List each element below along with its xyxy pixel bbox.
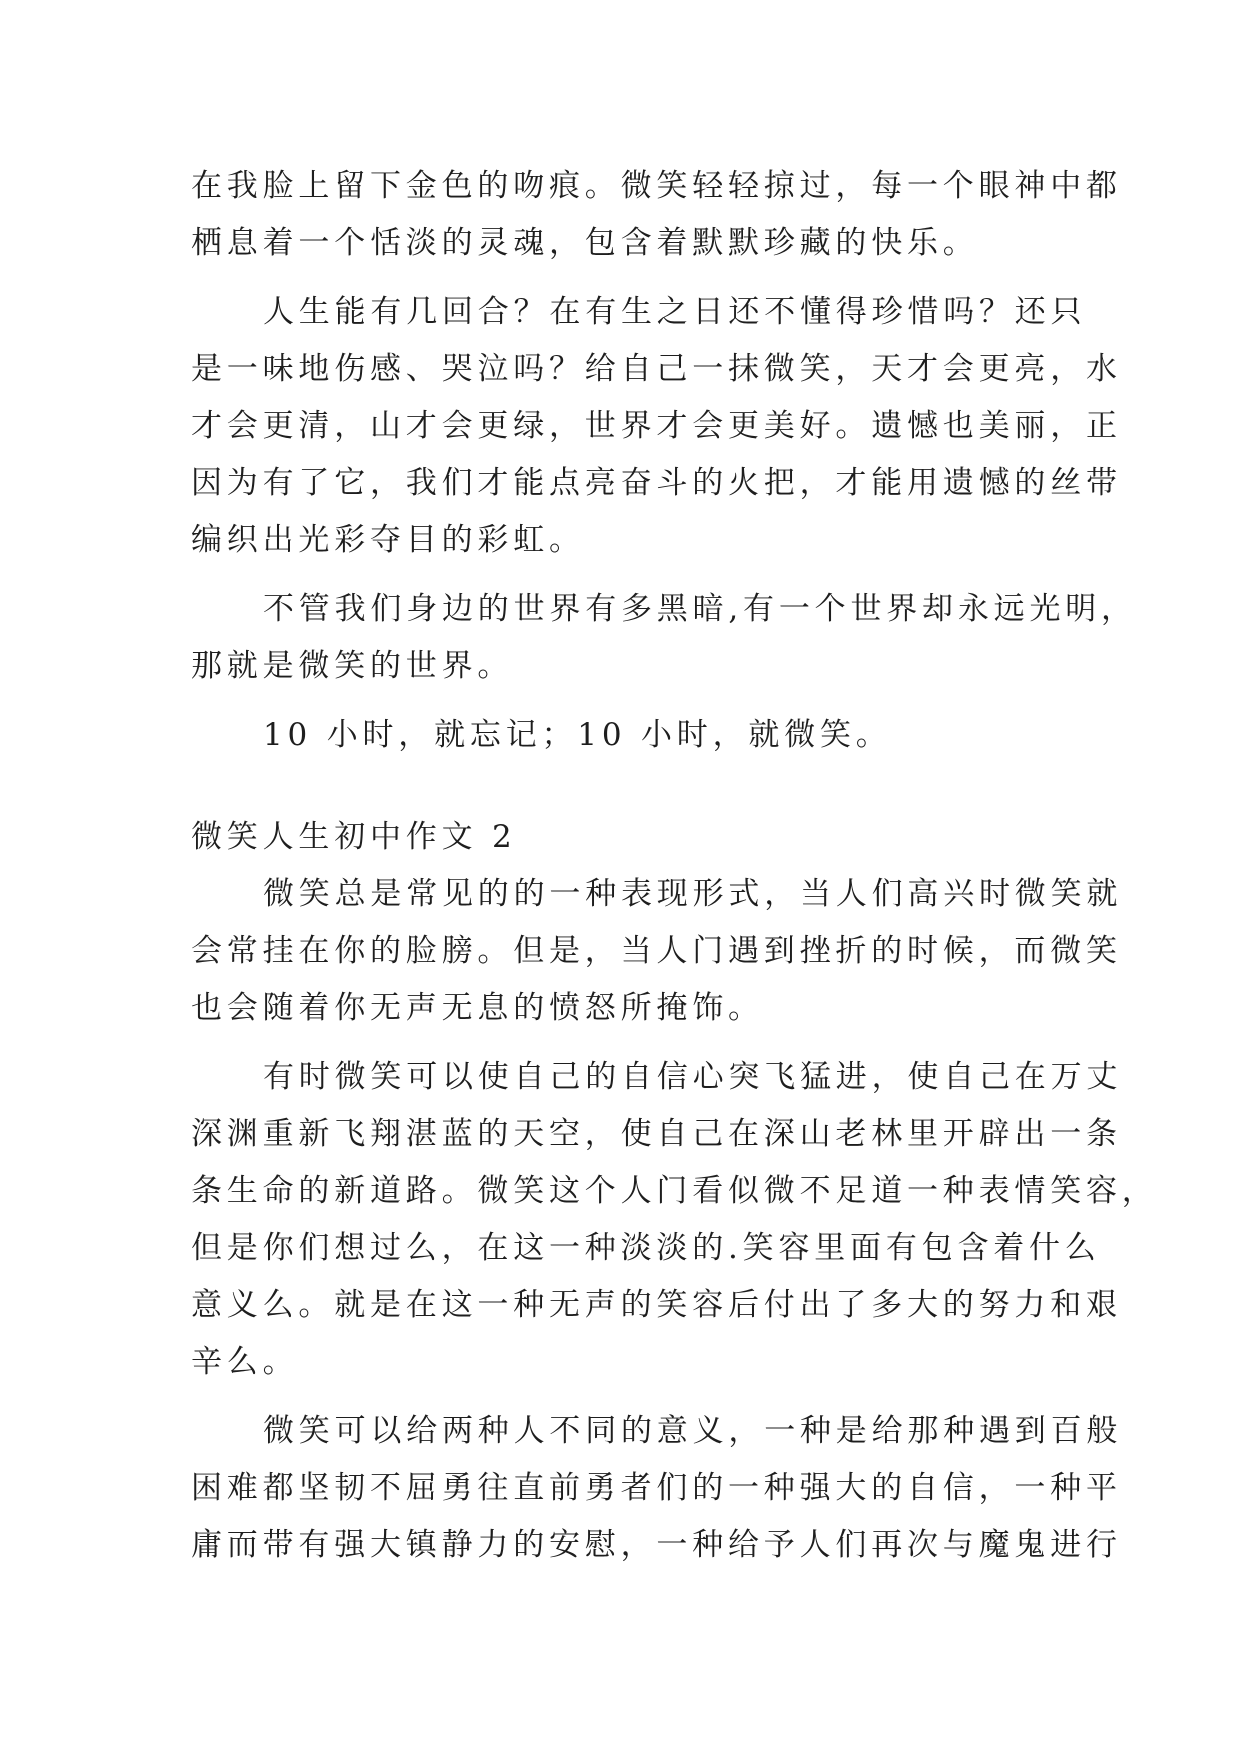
text-line: 是一味地伤感、哭泣吗？给自己一抹微笑，天才会更亮，水: [191, 351, 1122, 387]
paragraph: [191, 284, 1122, 569]
text-line: 会常挂在你的脸膀。但是，当人门遇到挫折的时候，而微笑: [191, 933, 1122, 969]
text-line: 深渊重新飞翔湛蓝的天空，使自己在深山老林里开辟出一条: [191, 1116, 1122, 1152]
paragraph: [191, 581, 1137, 695]
text-line: 在我脸上留下金色的吻痕。微笑轻轻掠过，每一个眼神中都: [191, 168, 1122, 204]
text-line: 但是你们想过么，在这一种淡淡的.笑容里面有包含着什么: [191, 1230, 1101, 1266]
paragraph: [191, 158, 1122, 272]
text-line: 10 小时，就忘记；10 小时，就微笑。: [263, 717, 892, 753]
text-line: 微笑可以给两种人不同的意义，一种是给那种遇到百般: [263, 1413, 1123, 1449]
text-line: 才会更清，山才会更绿，世界才会更美好。遗憾也美丽，正: [191, 408, 1122, 444]
paragraph: [191, 1403, 1123, 1574]
heading-text: 微笑人生初中作文 2: [191, 819, 517, 855]
paragraph: [191, 1049, 1158, 1391]
text-line: 编织出光彩夺目的彩虹。: [191, 522, 585, 558]
text-line: 那就是微笑的世界。: [191, 648, 514, 684]
essay-body: [191, 158, 1158, 1574]
text-line: 辛么。: [191, 1344, 299, 1380]
text-line: 有时微笑可以使自己的自信心突飞猛进，使自己在万丈: [263, 1059, 1123, 1095]
text-line: 也会随着你无声无息的愤怒所掩饰。: [191, 990, 764, 1026]
text-line: 条生命的新道路。微笑这个人门看似微不足道一种表情笑容，: [191, 1173, 1158, 1209]
text-line: 意义么。就是在这一种无声的笑容后付出了多大的努力和艰: [191, 1287, 1122, 1323]
text-line: 不管我们身边的世界有多黑暗,有一个世界却永远光明，: [263, 591, 1137, 627]
text-line: 困难都坚韧不屈勇往直前勇者们的一种强大的自信，一种平: [191, 1470, 1122, 1506]
text-line: 微笑总是常见的的一种表现形式，当人们高兴时微笑就: [263, 876, 1123, 912]
text-line: 因为有了它，我们才能点亮奋斗的火把，才能用遗憾的丝带: [191, 465, 1122, 501]
text-line: 庸而带有强大镇静力的安慰，一种给予人们再次与魔鬼进行: [191, 1527, 1122, 1563]
paragraph: [191, 866, 1123, 1037]
section-heading: [191, 809, 1051, 866]
text-line: 栖息着一个恬淡的灵魂，包含着默默珍藏的快乐。: [191, 225, 979, 261]
text-line: 人生能有几回合？在有生之日还不懂得珍惜吗？还只: [263, 294, 1087, 330]
paragraph: [191, 707, 1051, 764]
